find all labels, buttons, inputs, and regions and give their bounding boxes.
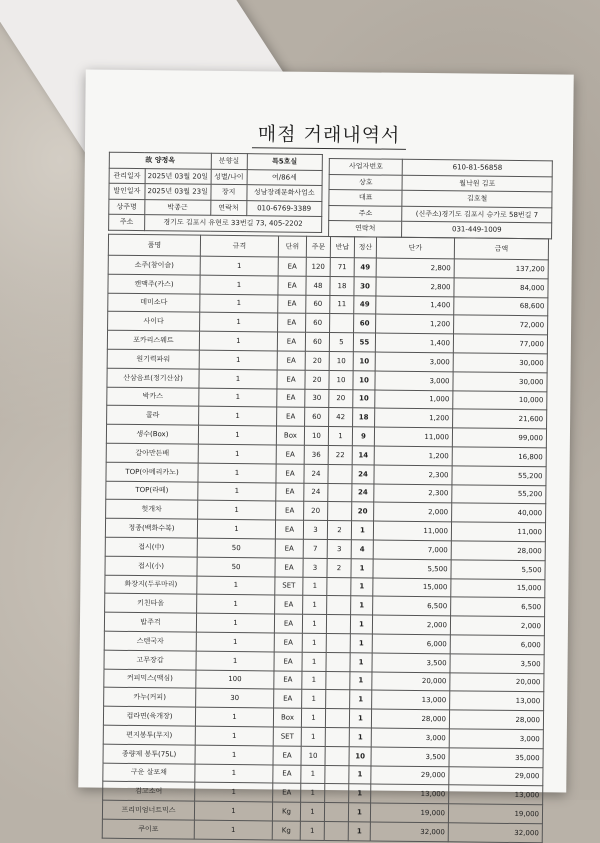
shop-phone-value: 031-449-1009: [402, 221, 552, 238]
item-name: 포카리스웨트: [107, 330, 199, 350]
item-return: 11: [330, 295, 354, 314]
item-amount: 28,000: [449, 710, 543, 730]
item-unit: EA: [276, 445, 304, 464]
item-price: 32,000: [370, 822, 448, 842]
item-name: 카누(커피): [104, 688, 196, 708]
item-name: 박카스: [107, 387, 199, 407]
item-order: 1: [302, 614, 326, 633]
item-settle: 14: [352, 446, 374, 465]
item-return: 10: [329, 352, 353, 371]
item-unit: Box: [276, 426, 304, 445]
item-amount: 40,000: [452, 503, 546, 523]
shop-phone-label: 연락처: [329, 221, 403, 237]
item-settle: 60: [354, 314, 376, 333]
item-price: 2,300: [374, 484, 452, 504]
col-header-amount: 금액: [454, 238, 548, 260]
item-name: 소주(참이슬): [108, 255, 200, 275]
room-value: 특5호실: [247, 154, 323, 170]
item-spec: 1: [200, 313, 278, 333]
item-price: 6,000: [372, 634, 450, 654]
item-order: 1: [303, 577, 327, 596]
item-name: 생수(Box): [106, 424, 198, 444]
biz-no-value: 610-81-56858: [403, 159, 553, 176]
item-name: 쿠이포: [102, 819, 194, 839]
shop-name-label: 상호: [329, 174, 403, 190]
item-name: 스텐국자: [104, 631, 196, 651]
item-order: 1: [301, 784, 325, 803]
item-settle: 30: [354, 277, 376, 296]
place-value: 성남장례문화사업소: [247, 185, 323, 201]
item-order: 1: [301, 708, 325, 727]
item-order: 20: [305, 351, 329, 370]
item-spec: 1: [195, 782, 273, 802]
item-name: 산삼음료(정기산삼): [107, 368, 199, 388]
item-settle: 55: [353, 333, 375, 352]
item-name: 캔맥주(카스): [108, 274, 200, 294]
item-settle: 1: [350, 615, 372, 634]
item-settle: 10: [349, 746, 371, 765]
item-order: 10: [304, 426, 328, 445]
item-price: 19,000: [370, 803, 448, 823]
item-settle: 1: [351, 577, 373, 596]
table-row: [102, 819, 542, 842]
col-header-return: 반납: [330, 237, 354, 258]
items-table: [102, 234, 549, 843]
item-return: 20: [329, 389, 353, 408]
item-amount: 77,000: [453, 334, 547, 354]
item-amount: 19,000: [448, 804, 542, 824]
customer-info-table: [108, 152, 323, 233]
item-return: 42: [329, 408, 353, 427]
item-spec: 1: [199, 331, 277, 351]
item-price: 5,500: [373, 559, 451, 579]
item-unit: EA: [274, 689, 302, 708]
gender-age-value: 여/86세: [247, 169, 323, 185]
item-unit: Kg: [272, 821, 300, 840]
item-price: 1,400: [376, 296, 454, 316]
item-amount: 32,000: [448, 823, 542, 843]
item-spec: 50: [197, 538, 275, 558]
item-unit: EA: [273, 746, 301, 765]
item-name: 커피믹스(맥심): [104, 669, 196, 689]
item-spec: 1: [198, 444, 276, 464]
issue-date-value: 2025년 03월 23일: [145, 184, 211, 200]
item-spec: 1: [198, 463, 276, 483]
item-settle: 24: [352, 465, 374, 484]
item-price: 28,000: [371, 709, 449, 729]
item-amount: 30,000: [453, 353, 547, 373]
item-settle: 4: [351, 540, 373, 559]
item-price: 2,300: [374, 465, 452, 485]
item-return: [325, 727, 349, 746]
biz-no-label: 사업자번호: [329, 159, 403, 175]
col-header-settle: 정산: [354, 237, 376, 258]
item-name: 밥주걱: [104, 612, 196, 632]
item-spec: 1: [200, 256, 278, 276]
item-price: 13,000: [371, 784, 449, 804]
item-name: 종량제 봉투(75L): [103, 744, 195, 764]
item-spec: 1: [199, 369, 277, 389]
item-unit: Kg: [272, 802, 300, 821]
item-price: 15,000: [373, 578, 451, 598]
item-order: 1: [302, 671, 326, 690]
item-unit: EA: [277, 407, 305, 426]
item-spec: 30: [196, 688, 274, 708]
item-unit: EA: [274, 670, 302, 689]
item-price: 29,000: [371, 766, 449, 786]
item-price: 3,000: [371, 728, 449, 748]
item-name: 편지봉투(무지): [103, 725, 195, 745]
item-amount: 3,000: [449, 729, 543, 749]
item-name: 키친타올: [105, 594, 197, 614]
item-spec: 1: [195, 764, 273, 784]
col-header-unit: 단위: [278, 236, 306, 257]
item-settle: 18: [353, 408, 375, 427]
place-label: 장지: [211, 184, 247, 200]
item-amount: 20,000: [450, 672, 544, 692]
item-price: 1,000: [375, 390, 453, 410]
item-unit: EA: [275, 539, 303, 558]
gender-age-label: 성별/나이: [211, 169, 247, 185]
items-table-body: [102, 255, 548, 842]
item-order: 1: [300, 802, 324, 821]
item-unit: EA: [278, 276, 306, 295]
item-spec: 1: [199, 350, 277, 370]
item-name: 헛개차: [106, 500, 198, 520]
item-price: 1,400: [375, 333, 453, 353]
item-return: [325, 746, 349, 765]
item-amount: 2,000: [450, 616, 544, 636]
item-order: 1: [302, 633, 326, 652]
item-return: [326, 671, 350, 690]
item-order: 1: [302, 690, 326, 709]
item-unit: EA: [278, 313, 306, 332]
item-order: 36: [304, 445, 328, 464]
customer-address-label: 주소: [109, 214, 145, 230]
item-order: 7: [303, 539, 327, 558]
item-unit: SET: [273, 727, 301, 746]
item-return: [327, 596, 351, 615]
item-return: [325, 709, 349, 728]
item-unit: EA: [274, 652, 302, 671]
item-amount: 30,000: [453, 372, 547, 392]
ceo-label: 대표: [329, 190, 403, 206]
item-spec: 1: [197, 594, 275, 614]
item-order: 60: [305, 332, 329, 351]
item-order: 20: [304, 502, 328, 521]
shop-address-label: 주소: [329, 205, 403, 221]
item-settle: 1: [350, 671, 372, 690]
manage-date-label: 관리일자: [109, 168, 145, 184]
item-settle: 1: [350, 690, 372, 709]
item-order: 30: [305, 389, 329, 408]
item-order: 1: [302, 652, 326, 671]
item-return: [328, 464, 352, 483]
item-price: 6,500: [373, 596, 451, 616]
col-header-name: 품명: [108, 234, 200, 256]
item-name: 김고소어: [103, 781, 195, 801]
item-spec: 1: [198, 501, 276, 521]
item-settle: 1: [351, 521, 373, 540]
item-name: TOP(아메리카노): [106, 462, 198, 482]
col-header-spec: 규격: [200, 235, 278, 257]
item-settle: 10: [353, 371, 375, 390]
item-order: 1: [300, 821, 324, 840]
item-settle: 10: [353, 352, 375, 371]
item-amount: 3,500: [450, 654, 544, 674]
item-amount: 28,000: [451, 541, 545, 561]
item-settle: 1: [351, 596, 373, 615]
item-price: 2,000: [372, 615, 450, 635]
shop-info-table: [328, 158, 553, 239]
contact-label: 연락처: [210, 200, 246, 216]
item-spec: 1: [195, 726, 273, 746]
item-spec: 1: [196, 632, 274, 652]
item-unit: EA: [277, 370, 305, 389]
item-spec: 1: [200, 294, 278, 314]
item-unit: EA: [274, 614, 302, 633]
item-price: 20,000: [372, 672, 450, 692]
item-settle: 49: [354, 258, 376, 277]
item-amount: 6,000: [450, 635, 544, 655]
item-amount: 55,200: [452, 484, 546, 504]
item-return: [330, 314, 354, 333]
item-unit: EA: [277, 351, 305, 370]
item-amount: 13,000: [450, 691, 544, 711]
item-settle: 9: [352, 427, 374, 446]
item-spec: 1: [195, 745, 273, 765]
item-price: 3,000: [375, 371, 453, 391]
item-spec: 50: [197, 557, 275, 577]
item-return: [325, 784, 349, 803]
item-name: 컵라면(육개장): [103, 706, 195, 726]
item-price: 11,000: [373, 521, 451, 541]
item-settle: 1: [349, 728, 371, 747]
item-settle: 20: [352, 502, 374, 521]
item-return: [328, 502, 352, 521]
item-amount: 35,000: [449, 748, 543, 768]
item-price: 1,200: [374, 446, 452, 466]
item-order: 10: [301, 746, 325, 765]
item-return: [326, 652, 350, 671]
item-settle: 1: [349, 709, 371, 728]
item-spec: 1: [194, 801, 272, 821]
item-settle: 1: [351, 559, 373, 578]
item-unit: EA: [273, 783, 301, 802]
item-amount: 15,000: [451, 578, 545, 598]
item-settle: 1: [348, 803, 370, 822]
item-settle: 24: [352, 483, 374, 502]
item-unit: EA: [277, 389, 305, 408]
item-return: 3: [327, 539, 351, 558]
item-return: [324, 821, 348, 840]
item-name: 갈아만든배: [106, 443, 198, 463]
item-price: 3,000: [375, 352, 453, 372]
item-return: 5: [329, 333, 353, 352]
item-settle: 10: [353, 389, 375, 408]
item-order: 1: [301, 765, 325, 784]
item-amount: 13,000: [449, 785, 543, 805]
item-order: 3: [303, 520, 327, 539]
shop-name-value: 월낙원 김포: [402, 175, 552, 192]
item-return: 1: [328, 427, 352, 446]
item-name: 원기력파워: [107, 349, 199, 369]
item-name: 접시(中): [105, 537, 197, 557]
item-return: [326, 633, 350, 652]
item-spec: 100: [196, 670, 274, 690]
item-name: TOP(라떼): [106, 481, 198, 501]
item-spec: 1: [200, 275, 278, 295]
item-name: 사이다: [108, 312, 200, 332]
item-price: 2,000: [374, 502, 452, 522]
item-unit: EA: [278, 257, 306, 276]
item-amount: 84,000: [454, 278, 548, 298]
item-name: 구운 살포채: [103, 763, 195, 783]
item-return: [327, 577, 351, 596]
item-spec: 1: [199, 407, 277, 427]
item-return: 10: [329, 370, 353, 389]
item-order: 60: [306, 314, 330, 333]
item-order: 48: [306, 276, 330, 295]
item-name: 정종(백화수복): [105, 518, 197, 538]
item-amount: 16,800: [452, 447, 546, 467]
item-unit: EA: [277, 332, 305, 351]
item-return: 71: [330, 258, 354, 277]
item-name: 고무장갑: [104, 650, 196, 670]
shop-address-value: (신주소)경기도 김포시 승가로 58번길 7: [402, 206, 552, 223]
item-settle: 1: [349, 784, 371, 803]
item-price: 13,000: [372, 690, 450, 710]
item-return: [325, 765, 349, 784]
item-unit: SET: [275, 577, 303, 596]
statement-paper: [78, 69, 573, 838]
item-return: 2: [327, 558, 351, 577]
item-order: 3: [303, 558, 327, 577]
item-price: 7,000: [373, 540, 451, 560]
item-order: 120: [306, 257, 330, 276]
item-price: 1,200: [375, 408, 453, 428]
item-unit: EA: [275, 595, 303, 614]
item-unit: Box: [273, 708, 301, 727]
item-order: 24: [304, 464, 328, 483]
document-title: [85, 117, 573, 149]
item-return: 2: [327, 521, 351, 540]
document-title-text: 매점 거래내역서: [252, 123, 407, 150]
item-price: 2,800: [376, 277, 454, 297]
item-unit: EA: [278, 295, 306, 314]
item-amount: 6,500: [451, 597, 545, 617]
item-price: 11,000: [374, 427, 452, 447]
item-amount: 72,000: [454, 315, 548, 335]
item-settle: 1: [349, 765, 371, 784]
item-return: [324, 803, 348, 822]
item-spec: 1: [198, 425, 276, 445]
item-unit: EA: [275, 558, 303, 577]
chief-label: 상주명: [109, 199, 145, 215]
item-price: 2,800: [376, 258, 454, 278]
item-return: [326, 690, 350, 709]
item-settle: 1: [350, 634, 372, 653]
item-name: 프리미엄너트믹스: [102, 800, 194, 820]
item-amount: 68,600: [454, 296, 548, 316]
item-order: 60: [306, 295, 330, 314]
item-return: [326, 615, 350, 634]
item-amount: 11,000: [451, 522, 545, 542]
issue-date-label: 발인일자: [109, 183, 145, 199]
item-amount: 55,200: [452, 466, 546, 486]
item-name: 콜라: [107, 406, 199, 426]
col-header-order: 주문: [306, 236, 330, 257]
ceo-value: 김호철: [402, 190, 552, 207]
item-spec: 1: [195, 707, 273, 727]
room-label: 분향실: [211, 153, 247, 169]
item-order: 20: [305, 370, 329, 389]
item-settle: 49: [354, 295, 376, 314]
contact-value: 010-6769-3389: [246, 200, 322, 216]
item-order: 1: [301, 727, 325, 746]
item-unit: EA: [274, 633, 302, 652]
col-header-price: 단가: [376, 237, 454, 259]
chief-value: 박종근: [145, 199, 211, 215]
item-unit: EA: [276, 483, 304, 502]
item-name: 데미소다: [108, 293, 200, 313]
item-unit: EA: [276, 501, 304, 520]
item-unit: EA: [276, 464, 304, 483]
item-order: 1: [303, 596, 327, 615]
item-spec: 1: [199, 388, 277, 408]
item-name: 접시(小): [105, 556, 197, 576]
item-price: 1,200: [376, 314, 454, 334]
item-amount: 5,500: [451, 560, 545, 580]
item-price: 3,500: [372, 653, 450, 673]
item-name: 화장지(두루마리): [105, 575, 197, 595]
deceased-name: 故 양정옥: [109, 152, 211, 169]
item-unit: EA: [273, 764, 301, 783]
item-spec: 1: [198, 482, 276, 502]
item-spec: 1: [197, 576, 275, 596]
item-return: [328, 483, 352, 502]
item-spec: 1: [197, 519, 275, 539]
item-return: 18: [330, 276, 354, 295]
item-spec: 1: [196, 613, 274, 633]
item-spec: 1: [194, 820, 272, 840]
item-order: 24: [304, 483, 328, 502]
item-return: 22: [328, 445, 352, 464]
item-spec: 1: [196, 651, 274, 671]
manage-date-value: 2025년 03월 20일: [145, 168, 211, 184]
item-amount: 99,000: [452, 428, 546, 448]
customer-address-value: 경기도 김포시 유현로 33번길 73, 405-2202: [144, 215, 321, 232]
item-price: 3,500: [371, 747, 449, 767]
item-order: 60: [305, 408, 329, 427]
item-amount: 21,600: [453, 409, 547, 429]
item-amount: 10,000: [453, 390, 547, 410]
item-unit: EA: [275, 520, 303, 539]
item-settle: 1: [348, 822, 370, 841]
item-amount: 29,000: [449, 766, 543, 786]
item-settle: 1: [350, 652, 372, 671]
item-amount: 137,200: [454, 259, 548, 279]
